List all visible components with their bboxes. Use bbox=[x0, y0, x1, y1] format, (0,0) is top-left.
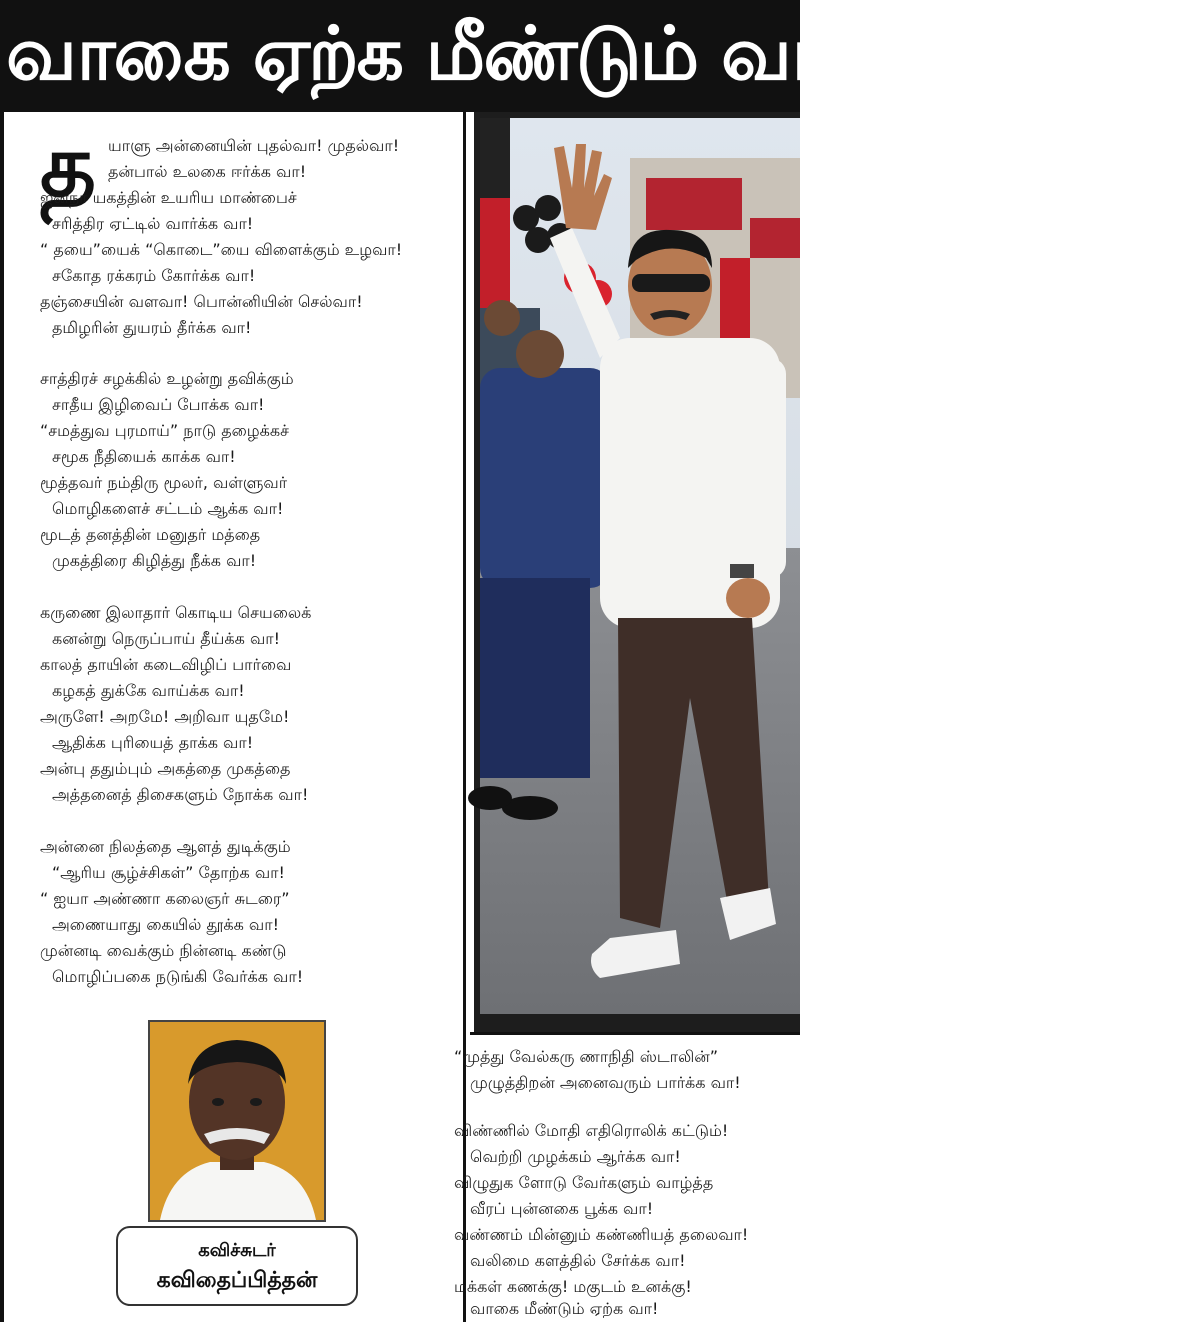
headline-title: வாகை ஏற்க மீண்டும் வா! தலைவா! bbox=[6, 11, 1199, 97]
poem-line: கழகத் துக்கே வாய்க்க வா! bbox=[52, 681, 245, 700]
poem-line: விழுதுக ளோடு வேர்களும் வாழ்த்த bbox=[454, 1173, 714, 1192]
poem-line: சாதீய இழிவைப் போக்க வா! bbox=[52, 395, 265, 414]
poem-line: முகத்திரை கிழித்து நீக்க வா! bbox=[52, 551, 257, 570]
poem-line: தஞ்சையின் வளவா! பொன்னியின் செல்வா! bbox=[40, 292, 363, 311]
poem-line: “முத்து வேல்கரு ணாநிதி ஸ்டாலின்” bbox=[454, 1047, 719, 1066]
poem-line: மொழிப்பகை நடுங்கி வேர்க்க வா! bbox=[52, 967, 304, 986]
poem-line: முழுத்திறன் அனைவரும் பார்க்க வா! bbox=[470, 1073, 741, 1092]
poem-line: அத்தனைத் திசைகளும் நோக்க வா! bbox=[52, 785, 309, 804]
poem-line: சாத்திரச் சழக்கில் உழன்று தவிக்கும் bbox=[40, 369, 294, 388]
poem-line: முன்னடி வைக்கும் நின்னடி கண்டு bbox=[40, 941, 287, 960]
author-name-card bbox=[116, 1226, 358, 1306]
poem-line: “ஆரிய சூழ்ச்சிகள்” தோற்க வா! bbox=[52, 863, 285, 882]
author-name: கவிதைப்பித்தன் bbox=[156, 1268, 318, 1293]
poem-line: அருளே! அறமே! அறிவா யுதமே! bbox=[40, 707, 290, 726]
leader-walking-illustration bbox=[480, 118, 800, 1014]
poem-line: சமூக நீதியைக் காக்க வா! bbox=[52, 447, 236, 466]
drop-cap: த bbox=[40, 116, 97, 216]
poem-line: மூடத் தனத்தின் மனுதர் மத்தை bbox=[40, 525, 261, 544]
poem-line: மொழிகளைச் சட்டம் ஆக்க வா! bbox=[52, 499, 284, 518]
poem-line: ஆதிக்க புரியைத் தாக்க வா! bbox=[52, 733, 254, 752]
author-portrait bbox=[148, 1020, 326, 1222]
poem-line: மூத்தவர் நம்திரு மூலர், வள்ளுவர் bbox=[40, 473, 288, 492]
poem-line: தமிழரின் துயரம் தீர்க்க வா! bbox=[52, 318, 252, 337]
poem-line: வண்ணம் மின்னும் கண்ணியத் தலைவா! bbox=[454, 1225, 749, 1244]
poem-line: சகோத ரக்கரம் கோர்க்க வா! bbox=[52, 266, 256, 285]
poem-line: யாளு அன்னையின் புதல்வா! முதல்வா! bbox=[108, 136, 400, 155]
poem-line: அன்பு ததும்பும் அகத்தை முகத்தை bbox=[40, 759, 291, 778]
poem-line: சரித்திர ஏட்டில் வார்க்க வா! bbox=[52, 214, 254, 233]
author-title: கவிச்சுடர் bbox=[198, 1240, 276, 1261]
poem-line: வீரப் புன்னகை பூக்க வா! bbox=[470, 1199, 654, 1218]
poem-line: விண்ணில் மோதி எதிரொலிக் கட்டும்! bbox=[454, 1121, 729, 1140]
poem-line: காலத் தாயின் கடைவிழிப் பார்வை bbox=[40, 655, 292, 674]
poem-line: “சமத்துவ புரமாய்” நாடு தழைக்கச் bbox=[40, 421, 289, 440]
poem-line: கனன்று நெருப்பாய் தீய்க்க வா! bbox=[52, 629, 281, 648]
poem-line: “ தயை”யைக் “கொடை”யை விளைக்கும் உழவா! bbox=[40, 240, 403, 259]
poem-line: ஜனநா யகத்தின் உயரிய மாண்பைச் bbox=[40, 188, 297, 207]
poem-line: வலிமை களத்தில் சேர்க்க வா! bbox=[470, 1251, 686, 1270]
photo-bottom-rule bbox=[470, 1032, 800, 1035]
poem-line: அன்னை நிலத்தை ஆளத் துடிக்கும் bbox=[40, 837, 291, 856]
poem-line: மக்கள் கணக்கு! மகுடம் உனக்கு! bbox=[454, 1277, 692, 1296]
leader-walking-photo bbox=[474, 112, 800, 1032]
poem-line: அணையாது கையில் தூக்க வா! bbox=[52, 915, 279, 934]
poem-line: வெற்றி முழக்கம் ஆர்க்க வா! bbox=[470, 1147, 681, 1166]
author-portrait-illustration bbox=[150, 1022, 324, 1220]
poem-line: கருணை இலாதார் கொடிய செயலைக் bbox=[40, 603, 312, 622]
headline-banner bbox=[0, 0, 1199, 112]
poem-line: “ ஐயா அண்ணா கலைஞர் சுடரை” bbox=[40, 889, 290, 908]
poem-line: தன்பால் உலகை ஈர்க்க வா! bbox=[108, 162, 307, 181]
poem-line: வாகை மீண்டும் ஏற்க வா! bbox=[470, 1299, 659, 1318]
